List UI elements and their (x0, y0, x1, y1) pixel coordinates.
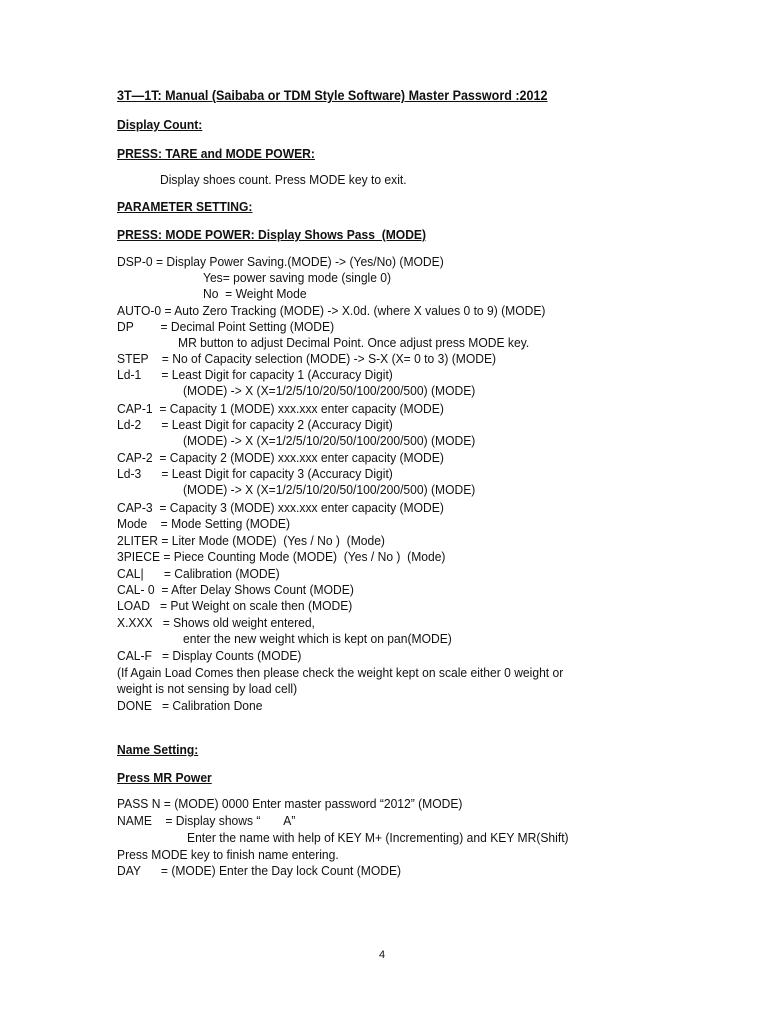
param-line: (MODE) -> X (X=1/2/5/10/20/50/100/200/500) (MODE) (183, 433, 476, 448)
param-line: AUTO-0 = Auto Zero Tracking (MODE) -> X.0d. (where X values 0 to 9) (MODE) (117, 303, 546, 318)
param-line: DSP-0 = Display Power Saving.(MODE) -> (Yes/No) (MODE) (117, 254, 444, 269)
param-line: CAP-2 = Capacity 2 (MODE) xxx.xxx enter capacity (MODE) (117, 450, 444, 465)
name-line: PASS N = (MODE) 0000 Enter master password “2012” (MODE) (117, 796, 463, 811)
param-line: LOAD = Put Weight on scale then (MODE) (117, 598, 353, 613)
param-line: STEP = No of Capacity selection (MODE) -> S-X (X= 0 to 3) (MODE) (117, 351, 497, 366)
parameter-setting-press: PRESS: MODE POWER: Display Shows Pass (MODE) (117, 227, 427, 242)
name-line: Enter the name with help of KEY M+ (Incrementing) and KEY MR(Shift) (187, 830, 569, 845)
page-number: 4 (379, 949, 386, 961)
param-line: 3PIECE = Piece Counting Mode (MODE) (Yes / No ) (Mode) (117, 549, 446, 564)
param-line: CAP-1 = Capacity 1 (MODE) xxx.xxx enter capacity (MODE) (117, 401, 444, 416)
parameter-setting-heading: PARAMETER SETTING: (117, 199, 253, 214)
param-line: (MODE) -> X (X=1/2/5/10/20/50/100/200/500) (MODE) (183, 482, 476, 497)
document-title: 3T—1T: Manual (Saibaba or TDM Style Software) Master Password :2012 (117, 88, 548, 103)
name-line: DAY = (MODE) Enter the Day lock Count (MODE) (117, 863, 402, 878)
param-line: weight is not sensing by load cell) (117, 681, 298, 696)
display-count-heading: Display Count: (117, 117, 203, 132)
display-count-text: Display shoes count. Press MODE key to exit. (160, 172, 407, 187)
param-line: Mode = Mode Setting (MODE) (117, 516, 291, 531)
name-setting-heading: Name Setting: (117, 742, 199, 757)
display-count-press: PRESS: TARE and MODE POWER: (117, 146, 315, 161)
param-line: 2LITER = Liter Mode (MODE) (Yes / No ) (Mode) (117, 533, 385, 548)
param-line: No = Weight Mode (203, 286, 307, 301)
name-line: NAME = Display shows “ A” (117, 813, 296, 828)
param-line: enter the new weight which is kept on pan(MODE) (183, 631, 452, 646)
param-line: Ld-3 = Least Digit for capacity 3 (Accuracy Digit) (117, 466, 393, 481)
param-line: Ld-2 = Least Digit for capacity 2 (Accuracy Digit) (117, 417, 393, 432)
name-line: Press MODE key to finish name entering. (117, 847, 339, 862)
param-line: DONE = Calibration Done (117, 698, 263, 713)
param-line: CAL- 0 = After Delay Shows Count (MODE) (117, 582, 354, 597)
param-line: CAL-F = Display Counts (MODE) (117, 648, 302, 663)
param-line: DP = Decimal Point Setting (MODE) (117, 319, 335, 334)
param-line: CAP-3 = Capacity 3 (MODE) xxx.xxx enter capacity (MODE) (117, 500, 444, 515)
param-line: Ld-1 = Least Digit for capacity 1 (Accuracy Digit) (117, 367, 393, 382)
param-line: (If Again Load Comes then please check the weight kept on scale either 0 weight or (117, 665, 564, 680)
name-setting-press: Press MR Power (117, 770, 212, 785)
param-line: X.XXX = Shows old weight entered, (117, 615, 315, 630)
param-line: Yes= power saving mode (single 0) (203, 270, 392, 285)
param-line: CAL| = Calibration (MODE) (117, 566, 280, 581)
param-line: (MODE) -> X (X=1/2/5/10/20/50/100/200/500) (MODE) (183, 383, 476, 398)
param-line: MR button to adjust Decimal Point. Once adjust press MODE key. (178, 335, 530, 350)
